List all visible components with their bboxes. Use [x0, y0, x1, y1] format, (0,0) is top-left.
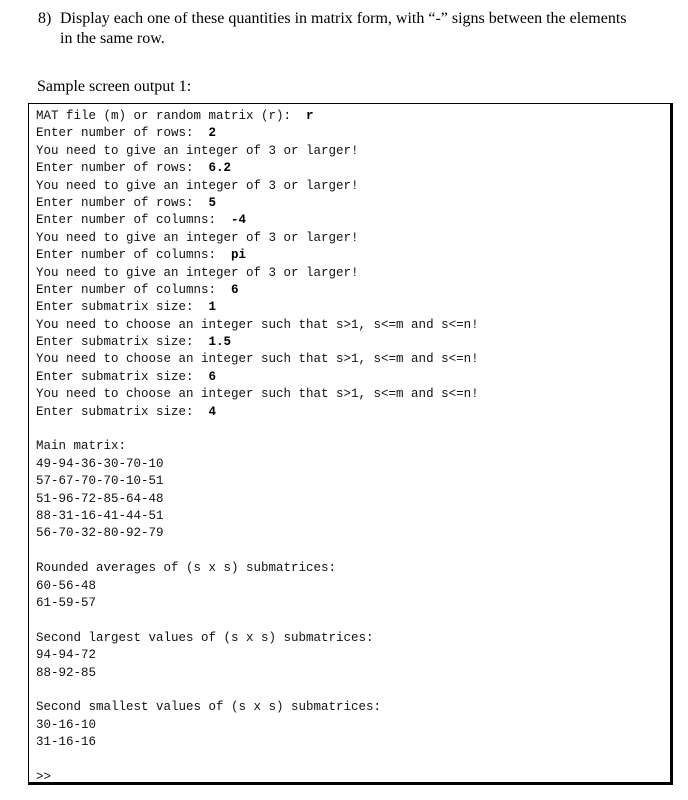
- matrix-row: 60-56-48: [36, 578, 97, 593]
- console-line: [36, 178, 670, 195]
- user-input-value: -4: [231, 213, 247, 228]
- user-input-value: 1.5: [208, 335, 232, 350]
- console-line-text: Enter number of rows:: [36, 126, 209, 141]
- console-line: [36, 212, 670, 229]
- second-smallest-rows: [36, 717, 670, 752]
- user-input-value: pi: [231, 248, 247, 263]
- user-input-value: 6: [208, 369, 217, 384]
- console-line: [36, 334, 670, 351]
- console-line: [36, 195, 670, 212]
- console-line: [36, 317, 670, 334]
- user-input-value: 6.2: [208, 161, 232, 176]
- second-largest-rows: [36, 647, 670, 682]
- console-line-text: You need to choose an integer such that s>1, s<=m and s<=n!: [36, 317, 479, 332]
- console-line-text: Enter submatrix size:: [36, 404, 209, 419]
- matrix-row: 56-70-32-80-92-79: [36, 526, 164, 541]
- console-line-text: You need to give an integer of 3 or larger!: [36, 265, 359, 280]
- matrix-row: 30-16-10: [36, 717, 97, 732]
- console-line: [36, 160, 670, 177]
- command-prompt[interactable]: >>: [36, 769, 52, 784]
- averages-title: Rounded averages of (s x s) submatrices:: [36, 561, 337, 576]
- main-matrix-rows: [36, 456, 670, 543]
- sample-output-caption: Sample screen output 1:: [37, 78, 192, 95]
- console-line-text: You need to give an integer of 3 or larger!: [36, 143, 359, 158]
- console-line-text: Enter number of columns:: [36, 248, 232, 263]
- console-line: [36, 299, 670, 316]
- user-input-value: r: [306, 109, 314, 123]
- second-largest-title: Second largest values of (s x s) submatrices:: [36, 630, 374, 645]
- console-line-text: You need to give an integer of 3 or larger!: [36, 230, 359, 245]
- question-number: 8): [38, 10, 52, 27]
- matrix-row: 94-94-72: [36, 648, 97, 663]
- console-line-text: Enter number of rows:: [36, 195, 209, 210]
- spacer: [36, 543, 670, 560]
- averages-rows: [36, 578, 670, 613]
- question-line-2: in the same row.: [60, 30, 165, 47]
- matrix-row: 51-96-72-85-64-48: [36, 491, 164, 506]
- spacer: [36, 421, 670, 438]
- main-matrix-title: Main matrix:: [36, 439, 127, 454]
- matrix-row: 88-31-16-41-44-51: [36, 508, 164, 523]
- question-line-1: 8) Display each one of these quantities in matrix form, with “-” signs between the elements: [38, 10, 627, 27]
- console-line: [36, 230, 670, 247]
- console-output: [28, 103, 673, 785]
- console-line-text: You need to choose an integer such that s>1, s<=m and s<=n!: [36, 387, 479, 402]
- console-line-text: MAT file (m) or random matrix (r):: [36, 109, 307, 123]
- console-line-text: You need to give an integer of 3 or larger!: [36, 178, 359, 193]
- console-line: [36, 125, 670, 142]
- console-line-text: You need to choose an integer such that s>1, s<=m and s<=n!: [36, 352, 479, 367]
- console-line: [36, 351, 670, 368]
- matrix-row: 31-16-16: [36, 735, 97, 750]
- matrix-row: 57-67-70-70-10-51: [36, 474, 164, 489]
- matrix-row: 49-94-36-30-70-10: [36, 456, 164, 471]
- spacer: [36, 751, 670, 768]
- user-input-value: 2: [208, 126, 217, 141]
- second-smallest-title: Second smallest values of (s x s) submatrices:: [36, 700, 382, 715]
- question-text: [38, 9, 678, 49]
- spacer: [36, 612, 670, 629]
- spacer: [36, 682, 670, 699]
- console-line: [36, 108, 670, 125]
- console-line-text: Enter number of columns:: [36, 282, 232, 297]
- console-line-text: Enter number of rows:: [36, 161, 209, 176]
- console-line-text: Enter number of columns:: [36, 213, 232, 228]
- user-input-value: 4: [208, 404, 217, 419]
- console-line: [36, 369, 670, 386]
- user-input-value: 1: [208, 300, 217, 315]
- user-input-value: 6: [231, 282, 239, 297]
- console-line-text: Enter submatrix size:: [36, 335, 209, 350]
- matrix-row: 88-92-85: [36, 665, 97, 680]
- console-line: [36, 247, 670, 264]
- console-line: [36, 282, 670, 299]
- console-line-text: Enter submatrix size:: [36, 300, 209, 315]
- console-line: [36, 386, 670, 403]
- console-line: [36, 404, 670, 421]
- console-line: [36, 143, 670, 160]
- console-line-text: Enter submatrix size:: [36, 369, 209, 384]
- console-line: [36, 265, 670, 282]
- prompt-lines: [36, 108, 670, 421]
- matrix-row: 61-59-57: [36, 595, 97, 610]
- user-input-value: 5: [208, 195, 217, 210]
